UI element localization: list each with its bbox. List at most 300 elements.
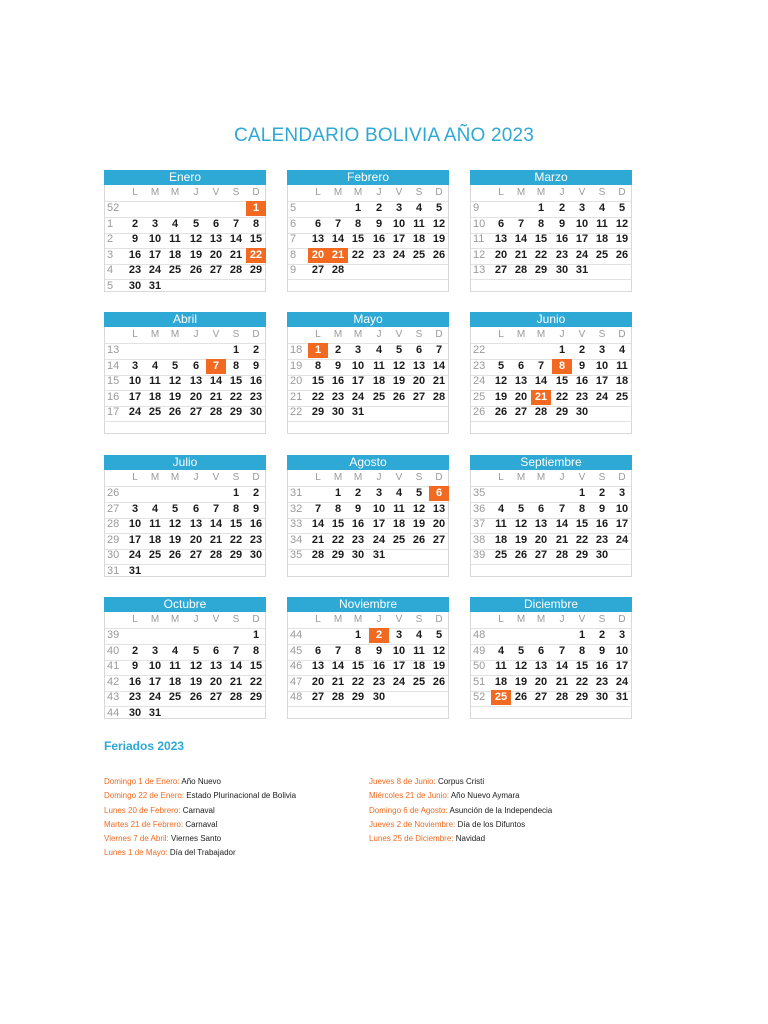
day-cell: 29 xyxy=(229,406,243,418)
day-cell: 8 xyxy=(252,217,260,230)
day-cell: 31 xyxy=(575,264,589,276)
day-cell: 7 xyxy=(558,502,566,515)
day-cell: 17 xyxy=(351,375,365,387)
day-cell xyxy=(592,405,612,420)
day-cell xyxy=(491,343,511,358)
week-row xyxy=(105,217,265,234)
day-cell: 31 xyxy=(148,706,162,719)
month-header: Febrero xyxy=(287,170,449,185)
day-cell: 24 xyxy=(372,533,386,546)
day-cell xyxy=(348,279,368,294)
day-cell: 9 xyxy=(334,359,342,372)
day-name: V xyxy=(395,329,403,340)
day-cell: 11 xyxy=(373,359,385,372)
day-cell: 9 xyxy=(578,359,586,372)
day-cell: 22 xyxy=(534,248,548,261)
day-cell: 20 xyxy=(494,248,508,261)
day-cell: 4 xyxy=(618,344,626,356)
day-cell xyxy=(165,706,185,721)
day-cell: 21 xyxy=(209,390,223,403)
day-cell: 12 xyxy=(514,660,528,672)
day-cell: 10 xyxy=(351,359,365,372)
day-cell xyxy=(389,690,409,705)
day-cell: 20 xyxy=(209,248,223,261)
week-row xyxy=(105,486,265,503)
day-cell xyxy=(145,564,165,579)
week-number: 29 xyxy=(107,533,120,546)
day-name: M xyxy=(150,472,160,483)
day-cell: 28 xyxy=(229,264,243,276)
week-number xyxy=(288,706,310,721)
day-cell: 25 xyxy=(494,549,508,561)
day-cell xyxy=(389,548,409,563)
day-cell: 20 xyxy=(209,675,223,688)
day-cell: 7 xyxy=(232,644,240,657)
week-number: 39 xyxy=(473,549,486,561)
day-cell: 20 xyxy=(311,675,325,688)
day-cell: 5 xyxy=(415,487,423,499)
day-cell: 5 xyxy=(395,344,403,356)
day-name: J xyxy=(376,472,382,483)
day-cell xyxy=(145,486,165,501)
day-cell xyxy=(348,421,368,436)
week-row xyxy=(471,644,631,661)
day-cell: 25 xyxy=(392,533,406,546)
day-cell: 1 xyxy=(354,629,362,641)
day-cell: 29 xyxy=(575,691,589,703)
week-row xyxy=(105,232,265,249)
day-cell: 30 xyxy=(128,706,142,719)
day-name: V xyxy=(395,614,403,625)
week-row xyxy=(105,533,265,550)
day-cell: 15 xyxy=(534,233,548,245)
week-number: 7 xyxy=(290,233,297,245)
holiday-item xyxy=(369,832,552,846)
day-cell: 21 xyxy=(229,248,243,261)
holiday-name: Navidad xyxy=(453,834,486,844)
month-header: Diciembre xyxy=(470,597,632,612)
day-cell: 23 xyxy=(249,533,263,546)
day-cell xyxy=(348,564,368,579)
day-name: M xyxy=(516,329,526,340)
day-cell: 16 xyxy=(575,375,589,387)
day-cell: 15 xyxy=(249,660,263,672)
day-cell: 13 xyxy=(534,518,548,530)
day-cell: 21 xyxy=(555,533,569,546)
day-cell: 4 xyxy=(171,217,179,230)
day-cell: 7 xyxy=(212,502,220,515)
month-header: Marzo xyxy=(470,170,632,185)
day-cell xyxy=(125,343,145,358)
day-cell: 22 xyxy=(229,390,243,403)
day-cell: 26 xyxy=(494,406,508,418)
week-number: 14 xyxy=(107,359,120,372)
day-name: L xyxy=(315,187,321,198)
day-cell: 28 xyxy=(209,549,223,561)
day-cell xyxy=(531,421,551,436)
day-cell: 21 xyxy=(432,375,446,387)
day-cell xyxy=(511,421,531,436)
day-cell xyxy=(511,628,531,643)
day-cell: 26 xyxy=(615,248,629,261)
day-cell xyxy=(531,486,551,501)
day-cell: 28 xyxy=(331,264,345,276)
holiday-item xyxy=(104,846,296,860)
day-cell xyxy=(531,564,551,579)
day-cell: 13 xyxy=(311,660,325,672)
day-name: M xyxy=(333,472,343,483)
day-cell: 4 xyxy=(497,502,505,515)
week-row xyxy=(288,628,448,645)
week-number: 33 xyxy=(290,518,303,530)
day-cell: 18 xyxy=(412,660,426,672)
holiday-item xyxy=(369,789,552,803)
week-row xyxy=(105,359,265,376)
day-cell: 25 xyxy=(372,390,386,403)
week-row xyxy=(471,232,631,249)
week-number: 31 xyxy=(290,487,303,499)
day-cell: 16 xyxy=(595,660,609,672)
day-name: D xyxy=(435,187,443,198)
day-cell: 10 xyxy=(128,518,142,530)
week-row xyxy=(105,690,265,707)
day-cell: 23 xyxy=(575,390,589,403)
day-cell xyxy=(308,628,328,643)
day-cell: 1 xyxy=(354,202,362,214)
week-row xyxy=(471,533,631,550)
day-cell xyxy=(592,421,612,436)
week-row xyxy=(471,405,631,422)
day-cell: 27 xyxy=(189,549,203,561)
holiday-name: Carnaval xyxy=(180,805,215,815)
day-name: S xyxy=(415,187,423,198)
day-cell: 21 xyxy=(514,248,528,261)
day-cell: 18 xyxy=(148,390,162,403)
month-header: Noviembre xyxy=(287,597,449,612)
day-cell: 10 xyxy=(595,359,609,372)
day-cell: 12 xyxy=(432,644,446,657)
day-cell: 10 xyxy=(392,217,406,230)
day-cell xyxy=(429,690,449,705)
day-cell xyxy=(552,564,572,579)
day-name: S xyxy=(598,614,606,625)
day-cell: 18 xyxy=(168,248,182,261)
day-cell: 27 xyxy=(432,533,446,546)
day-cell: 12 xyxy=(189,233,203,245)
day-cell xyxy=(165,279,185,294)
day-cell xyxy=(206,343,226,358)
holiday-day: 2 xyxy=(369,628,389,643)
week-number: 12 xyxy=(473,248,486,261)
day-cell: 1 xyxy=(578,487,586,499)
day-name: J xyxy=(559,187,565,198)
day-cell: 31 xyxy=(615,691,629,703)
day-cell: 6 xyxy=(192,359,200,372)
day-cell: 3 xyxy=(578,202,586,214)
day-cell: 3 xyxy=(598,344,606,356)
day-cell xyxy=(389,263,409,278)
day-cell xyxy=(186,486,206,501)
holiday-date: Lunes 20 de Febrero: xyxy=(104,805,181,815)
day-cell xyxy=(165,486,185,501)
day-name: S xyxy=(598,329,606,340)
day-cell xyxy=(572,706,592,721)
day-cell: 4 xyxy=(598,202,606,214)
day-cell xyxy=(226,564,246,579)
week-row xyxy=(288,517,448,534)
day-cell: 10 xyxy=(148,660,162,672)
day-name: M xyxy=(516,472,526,483)
month-header: Mayo xyxy=(287,312,449,327)
day-name: V xyxy=(212,614,220,625)
day-cell xyxy=(429,548,449,563)
day-cell xyxy=(186,201,206,216)
day-cell: 26 xyxy=(168,406,182,418)
day-cell: 11 xyxy=(393,502,405,515)
day-cell xyxy=(491,486,511,501)
day-cell: 21 xyxy=(209,533,223,546)
week-row xyxy=(105,279,265,295)
month-noviembre xyxy=(287,597,449,719)
day-cell: 19 xyxy=(432,660,446,672)
week-number: 44 xyxy=(290,629,303,641)
day-cell: 6 xyxy=(314,217,322,230)
day-cell xyxy=(572,421,592,436)
day-cell: 8 xyxy=(578,502,586,515)
day-cell: 26 xyxy=(168,549,182,561)
week-row xyxy=(288,263,448,280)
day-cell xyxy=(328,201,348,216)
day-cell: 4 xyxy=(375,344,383,356)
day-names-row xyxy=(105,470,265,487)
day-cell xyxy=(348,706,368,721)
week-row xyxy=(471,359,631,376)
day-cell: 6 xyxy=(497,217,505,230)
day-cell: 8 xyxy=(252,644,260,657)
week-row xyxy=(288,374,448,391)
day-cell: 20 xyxy=(189,533,203,546)
week-number: 25 xyxy=(473,390,486,403)
week-row xyxy=(288,659,448,676)
day-cell: 20 xyxy=(412,375,426,387)
day-name: J xyxy=(559,329,565,340)
day-cell: 21 xyxy=(229,675,243,688)
day-name: J xyxy=(559,614,565,625)
holiday-item xyxy=(104,804,296,818)
day-cell: 5 xyxy=(192,217,200,230)
day-cell: 23 xyxy=(595,533,609,546)
day-cell: 15 xyxy=(331,518,345,530)
week-number: 28 xyxy=(107,518,120,530)
week-row xyxy=(471,548,631,565)
day-cell: 24 xyxy=(615,675,629,688)
day-cell: 7 xyxy=(558,644,566,657)
month-agosto xyxy=(287,455,449,577)
week-row xyxy=(288,706,448,722)
holiday-item xyxy=(104,818,296,832)
day-cell xyxy=(409,405,429,420)
day-cell: 4 xyxy=(415,202,423,214)
day-cell: 3 xyxy=(131,502,139,515)
day-cell: 9 xyxy=(558,217,566,230)
day-cell: 15 xyxy=(555,375,569,387)
holiday-date: Domingo 6 de Agosto: xyxy=(369,805,448,815)
week-row xyxy=(105,659,265,676)
day-cell: 27 xyxy=(189,406,203,418)
day-cell: 17 xyxy=(148,675,162,688)
page-title: CALENDARIO BOLIVIA AÑO 2023 xyxy=(233,125,535,146)
day-cell xyxy=(531,279,551,294)
day-cell xyxy=(612,548,632,563)
holiday-day: 22 xyxy=(246,248,266,263)
day-cell: 11 xyxy=(616,359,628,372)
day-cell xyxy=(165,564,185,579)
month-abril xyxy=(104,312,266,434)
day-cell: 1 xyxy=(578,629,586,641)
week-number: 23 xyxy=(473,359,486,372)
day-cell: 1 xyxy=(232,344,240,356)
day-cell xyxy=(389,279,409,294)
week-number: 44 xyxy=(107,706,120,719)
day-cell: 26 xyxy=(412,533,426,546)
day-cell xyxy=(511,201,531,216)
day-cell xyxy=(552,279,572,294)
day-cell: 12 xyxy=(168,518,182,530)
day-cell: 24 xyxy=(392,248,406,261)
day-cell: 10 xyxy=(615,502,629,515)
day-name: V xyxy=(395,187,403,198)
day-name: M xyxy=(536,614,546,625)
week-number: 5 xyxy=(290,202,297,214)
week-row xyxy=(288,405,448,422)
day-name: D xyxy=(618,329,626,340)
week-row xyxy=(471,421,631,437)
day-cell: 24 xyxy=(575,248,589,261)
day-cell: 11 xyxy=(169,233,181,245)
day-cell: 13 xyxy=(494,233,508,245)
day-cell xyxy=(186,564,206,579)
week-row xyxy=(105,374,265,391)
day-cell: 18 xyxy=(372,375,386,387)
day-cell: 27 xyxy=(311,691,325,703)
day-name: J xyxy=(559,472,565,483)
week-number: 27 xyxy=(107,502,120,515)
day-names-row xyxy=(471,470,631,487)
day-cell xyxy=(552,628,572,643)
day-cell xyxy=(145,201,165,216)
day-name: V xyxy=(395,472,403,483)
week-number xyxy=(471,706,493,721)
week-number: 20 xyxy=(290,375,303,387)
day-cell xyxy=(145,628,165,643)
week-number: 50 xyxy=(473,660,486,672)
day-cell: 28 xyxy=(229,691,243,703)
day-cell: 30 xyxy=(249,549,263,561)
week-number: 35 xyxy=(290,549,303,561)
week-number: 13 xyxy=(107,344,120,356)
day-cell: 12 xyxy=(412,502,426,515)
month-marzo xyxy=(470,170,632,292)
day-cell: 29 xyxy=(534,264,548,276)
day-name: M xyxy=(536,187,546,198)
day-cell: 28 xyxy=(534,406,548,418)
day-cell: 20 xyxy=(534,533,548,546)
week-row xyxy=(105,421,265,437)
day-cell: 12 xyxy=(392,359,406,372)
day-cell xyxy=(308,706,328,721)
day-cell xyxy=(511,564,531,579)
day-cell: 27 xyxy=(534,691,548,703)
day-cell: 4 xyxy=(497,644,505,657)
week-row xyxy=(288,359,448,376)
week-number: 34 xyxy=(290,533,303,546)
day-cell xyxy=(612,706,632,721)
week-number: 48 xyxy=(473,629,486,641)
day-cell: 3 xyxy=(395,202,403,214)
day-cell: 29 xyxy=(311,406,325,418)
day-cell xyxy=(369,405,389,420)
day-cell xyxy=(125,201,145,216)
day-cell: 29 xyxy=(249,691,263,703)
day-cell: 31 xyxy=(372,549,386,561)
day-cell xyxy=(491,628,511,643)
day-cell xyxy=(328,564,348,579)
day-name: M xyxy=(170,472,180,483)
month-enero xyxy=(104,170,266,292)
day-name: L xyxy=(498,614,504,625)
day-cell xyxy=(389,706,409,721)
week-number: 13 xyxy=(473,264,486,276)
day-cell: 7 xyxy=(334,644,342,657)
day-cell: 14 xyxy=(209,375,223,387)
week-number: 22 xyxy=(473,344,486,356)
week-row xyxy=(105,201,265,218)
day-names-row xyxy=(471,327,631,344)
day-name: J xyxy=(376,329,382,340)
day-cell xyxy=(409,564,429,579)
day-cell xyxy=(572,564,592,579)
day-cell xyxy=(369,421,389,436)
day-cell xyxy=(409,421,429,436)
day-cell: 8 xyxy=(232,502,240,515)
day-cell xyxy=(369,706,389,721)
week-number: 36 xyxy=(473,502,486,515)
day-cell: 16 xyxy=(372,660,386,672)
day-cell xyxy=(125,628,145,643)
day-cell: 30 xyxy=(351,549,365,561)
day-cell: 16 xyxy=(351,518,365,530)
day-cell: 19 xyxy=(168,533,182,546)
day-cell xyxy=(389,405,409,420)
day-cell: 2 xyxy=(598,629,606,641)
day-name: J xyxy=(376,187,382,198)
day-cell xyxy=(246,421,266,436)
day-cell xyxy=(226,279,246,294)
day-cell: 5 xyxy=(435,202,443,214)
day-cell: 10 xyxy=(372,502,386,515)
day-cell: 7 xyxy=(232,217,240,230)
day-name: V xyxy=(578,329,586,340)
day-cell xyxy=(186,706,206,721)
week-row xyxy=(288,217,448,234)
day-cell: 11 xyxy=(149,375,161,387)
week-number: 17 xyxy=(107,406,120,418)
week-row xyxy=(471,201,631,218)
day-cell: 28 xyxy=(514,264,528,276)
day-cell: 17 xyxy=(148,248,162,261)
day-cell: 20 xyxy=(514,390,528,403)
day-cell: 3 xyxy=(618,487,626,499)
